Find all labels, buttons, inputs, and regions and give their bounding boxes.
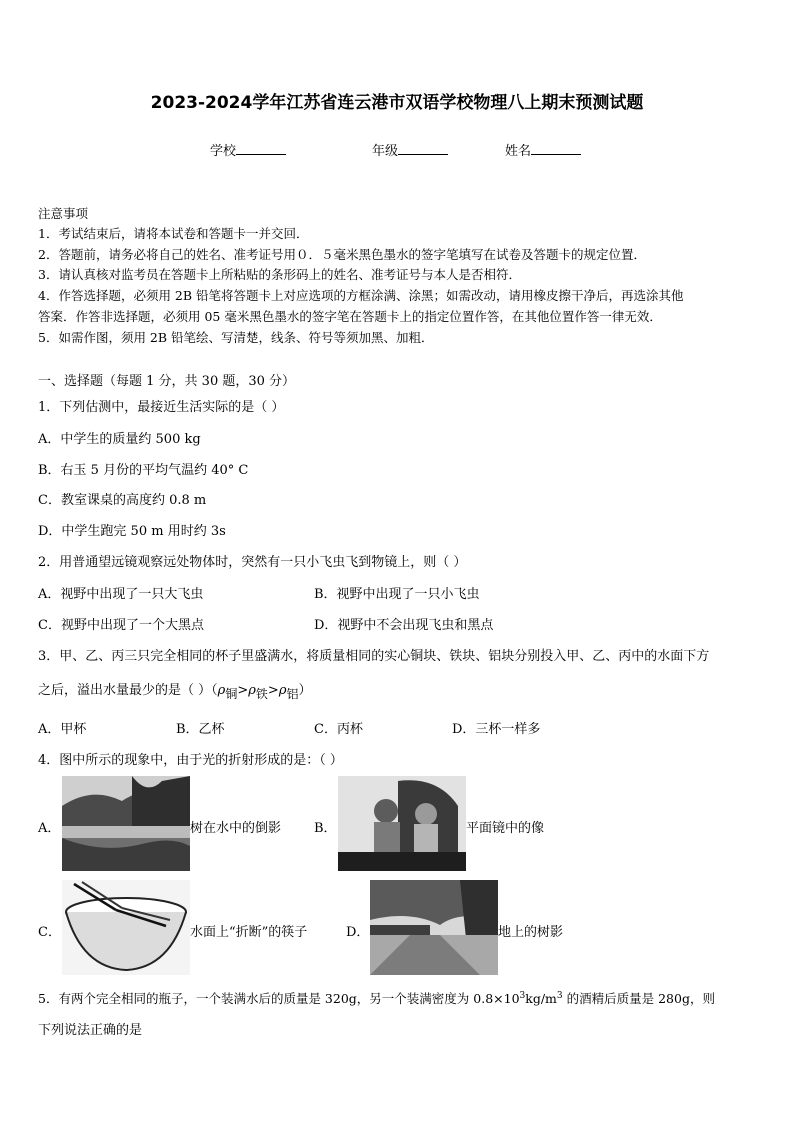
school-blank xyxy=(236,142,286,155)
tree-shadow-photo xyxy=(370,880,498,975)
question-4-label-a: A． xyxy=(38,821,61,836)
question-4-stem: 4．图中所示的现象中，由于光的折射形成的是：（ ） xyxy=(38,753,343,768)
grade-blank xyxy=(398,142,448,155)
question-4-caption-b: 平面镜中的像 xyxy=(466,821,545,836)
question-3-stem-line1: 3．甲、乙、丙三只完全相同的杯子里盛满水，将质量相同的实心铜块、铁块、铝块分别投入甲、乙、丙中的水面下方 xyxy=(38,649,710,664)
question-1-option-b: B．右玉 5 月份的平均气温约 40° C xyxy=(38,463,249,478)
school-label: 学校 xyxy=(210,144,237,159)
q5-text-a: 5．有两个完全相同的瓶子，一个装满水后的质量是 320g，另一个装满密度为 0.8×10 xyxy=(38,991,520,1006)
question-5-stem-line2: 下列说法正确的是 xyxy=(38,1023,143,1038)
notice-item: 5．如需作图，须用 2B 铅笔绘、写清楚，线条、符号等须加黑、加粗． xyxy=(38,330,434,345)
bent-chopsticks-photo xyxy=(62,880,190,975)
notice-item: 3．请认真核对监考员在答题卡上所粘贴的条形码上的姓名、准考证号与本人是否相符． xyxy=(38,267,521,282)
rho-symbol: ρ xyxy=(278,683,287,698)
question-5-stem-line1 xyxy=(38,989,715,1007)
question-4-caption-c: 水面上“折断”的筷子 xyxy=(190,925,308,940)
section-heading: 一、选择题（每题 1 分，共 30 题，30 分） xyxy=(38,374,296,389)
question-2-option-c: C．视野中出现了一个大黑点 xyxy=(38,618,204,633)
question-4-caption-a: 树在水中的倒影 xyxy=(190,821,282,836)
name-field xyxy=(505,140,581,159)
notice-item: 4．作答选择题，必须用 2B 铅笔将答题卡上对应选项的方框涂满、涂黑；如需改动，请用橡皮擦干净后，再选涂其他 xyxy=(38,288,684,303)
question-2-option-a: A．视野中出现了一只大飞虫 xyxy=(38,587,204,602)
question-3-stem-line2 xyxy=(38,679,312,702)
question-3-option-d: D．三杯一样多 xyxy=(452,722,541,737)
q5-text-c: 的酒精后质量是 280g，则 xyxy=(562,991,715,1006)
question-3-stem-prefix: 之后，溢出水量最少的是（ ） xyxy=(38,683,212,698)
question-2-option-d: D．视野中不会出现飞虫和黑点 xyxy=(314,618,494,633)
gt-symbol: > xyxy=(237,683,249,698)
question-3-option-b: B．乙杯 xyxy=(176,722,225,737)
question-2-option-b: B．视野中出现了一只小飞虫 xyxy=(314,587,480,602)
grade-field xyxy=(372,140,448,159)
question-1-option-c: C．教室课桌的高度约 0.8 m xyxy=(38,493,207,508)
question-3-option-a: A．甲杯 xyxy=(38,722,87,737)
question-4-caption-d: 地上的树影 xyxy=(498,925,564,940)
q5-text-b: kg/m xyxy=(525,991,557,1006)
question-4-label-b: B． xyxy=(314,821,337,836)
page-title: 2023-2024学年江苏省连云港市双语学校物理八上期末预测试题 xyxy=(150,93,644,113)
density-paren-close: ） xyxy=(298,683,312,698)
notice-item: 2．答题前，请务必将自己的姓名、准考证号用０．５毫米黑色墨水的签字笔填写在试卷及答题卡的规定位置． xyxy=(38,247,646,262)
question-1-stem: 1．下列估测中，最接近生活实际的是（ ） xyxy=(38,400,285,415)
notice-heading: 注意事项 xyxy=(38,206,89,221)
question-4-label-c: C． xyxy=(38,925,61,940)
question-1-option-a: A．中学生的质量约 500 kg xyxy=(38,432,201,447)
q5-sup2: 3 xyxy=(556,990,563,1001)
question-1-option-d: D．中学生跑完 50 m 用时约 3s xyxy=(38,524,226,539)
sub-copper: 铜 xyxy=(225,687,238,701)
name-blank xyxy=(531,142,581,155)
school-field xyxy=(210,140,286,159)
question-4-label-d: D． xyxy=(346,925,370,940)
grade-label: 年级 xyxy=(372,144,399,159)
question-2-stem: 2．用普通望远镜观察远处物体时，突然有一只小飞虫飞到物镜上，则（ ） xyxy=(38,555,467,570)
q5-sup: 3 xyxy=(519,990,526,1001)
notice-item: 答案．作答非选择题，必须用 05 毫米黑色墨水的签字笔在答题卡上的指定位置作答，在其他位置作答一律无效． xyxy=(38,309,662,324)
name-label: 姓名 xyxy=(505,144,532,159)
mirror-image-photo xyxy=(338,776,466,871)
tree-reflection-photo xyxy=(62,776,190,871)
rho-symbol: ρ xyxy=(248,683,256,698)
sub-aluminum: 铝 xyxy=(286,687,299,701)
question-3-option-c: C．丙杯 xyxy=(314,722,363,737)
notice-item: 1．考试结束后，请将本试卷和答题卡一并交回． xyxy=(38,226,309,241)
sub-iron: 铁 xyxy=(255,687,268,701)
rho-symbol: ρ xyxy=(217,683,226,698)
gt-symbol: > xyxy=(267,683,279,698)
density-paren-open: （ xyxy=(211,683,218,698)
